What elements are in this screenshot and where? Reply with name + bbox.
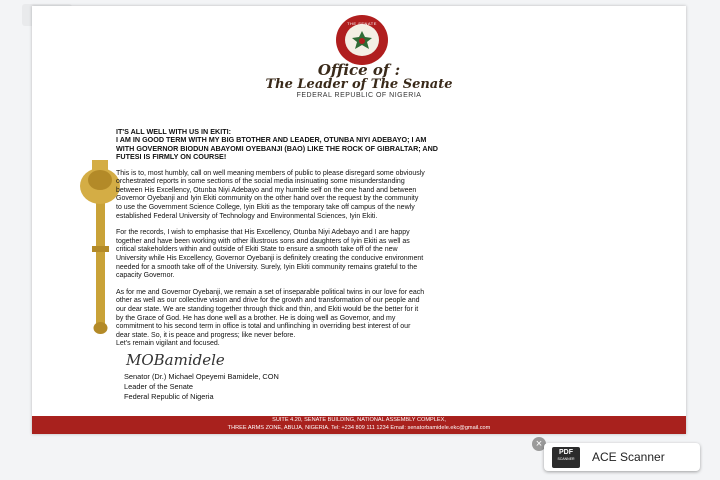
senate-seal-icon [336,15,388,65]
paragraph-1: This is to, most humbly, call on well meaning members of public to please disregard some obviously orchestrated reports in some sections of the social media insinuating some misunderstanding between His Excellency, Otunba Niyi Adebayo and my humble self on the one hand and between Governor Oyebanji and Iyin Ekiti community on the other hand over the request by the community to use the Government Science College, Iyin Ekiti as the temporary take off campus of the newly established Federal University of Technology and Environmental Sciences, Iyin Ekiti. [116,169,425,220]
office-title: Office of : [317,61,401,79]
document-page[interactable] [32,6,686,434]
pdf-scanner-icon: PDF SCANNER [552,447,580,468]
letter-footer: SUITE 4.20, SENATE BUILDING, NATIONAL ASSEMBLY COMPLEX, THREE ARMS ZONE, ABUJA, NIGERIA. Tel: +234 809 111 1234 Email: senatorbamidele.ekc@gmail.com [32,416,686,434]
letter-headline: IT'S ALL WELL WITH US IN EKITI: I AM IN GOOD TERM WITH MY BIG BTOTHER AND LEADER, OTUNBA NIYI ADEBAYO; I AM WITH GOVERNOR BIODUN ABAYOMI OYEBANJI (BAO) LIKE THE ROCK OF GIBRALTAR; AND FUTESI IS FIRMLY ON COURSE! [116,127,438,162]
signature-block: Senator (Dr.) Michael Opeyemi Bamidele, CON Leader of the Senate Federal Republic of Nigeria [124,372,279,401]
handwritten-signature: MOBamidele [126,351,225,369]
paragraph-2: For the records, I wish to emphasise that His Excellency, Otunba Niyi Adebayo and I are happy together and have been working with other illustrous sons and daughters of Iyin Ekiti as well as critical stakeholders within and outside of Ekiti State to ensure a smooth take off of the new University while His Excellency, Governor Oyebanji is definitely creating the conducive environment needed for a smooth take off of the University. Surely, Iyin Ekiti community remains grateful to the capacity Governor. [116,229,424,280]
federal-republic-subtitle: FEDERAL REPUBLIC OF NIGERIA [296,92,422,99]
close-icon[interactable]: × [532,437,546,451]
letter-body [116,128,638,357]
seal-text: THE SENATE [347,21,377,26]
paragraph-3: As for me and Governor Oyebanji, we remain a set of inseparable political twins in our love for each other as well as our collective vision and drive for the growth and transformation of our people and our dear state. We are standing together through thick and thin, and Ekiti would be the better for it by the Grace of God. He has done well as a brother. He is doing well as Governor, and my commitment to his second term in office is total and unflinching in overriding best interest of our dear state. So, it is peace and progress; like never before. Let's remain vigilant and focused. [116,288,425,348]
scanner-label: ACE Scanner [592,450,665,464]
ace-scanner-badge[interactable] [544,443,700,471]
leader-title: The Leader of The Senate [265,77,453,92]
